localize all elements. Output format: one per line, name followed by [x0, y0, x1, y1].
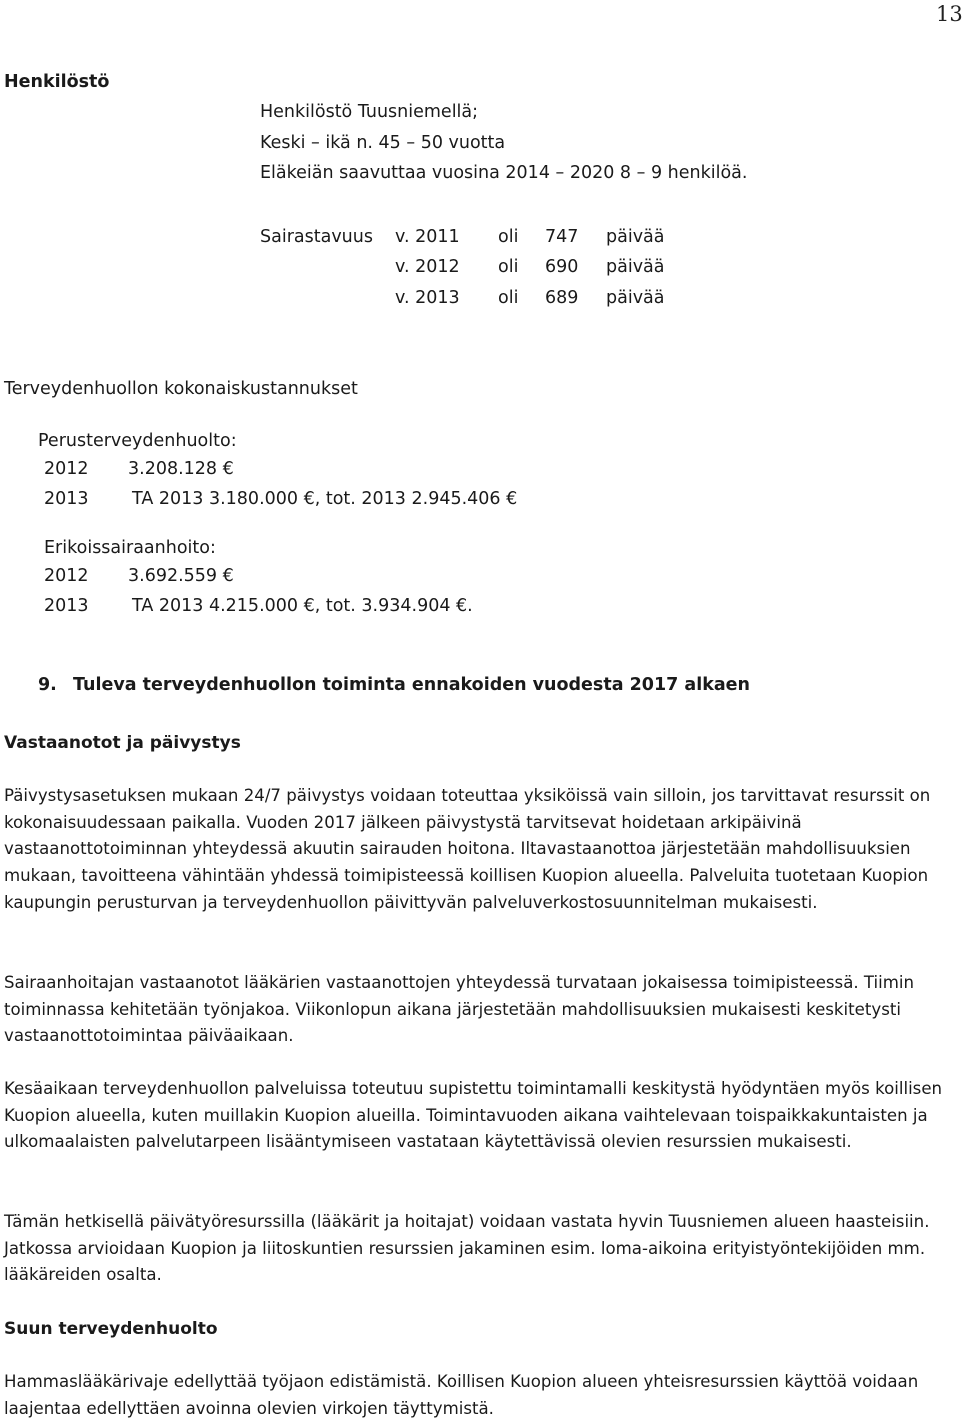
- cost-year: 2012: [44, 459, 89, 479]
- sick-days: 689: [545, 288, 579, 308]
- cost-year: 2013: [44, 596, 89, 616]
- staff-line: Henkilöstö Tuusniemellä;: [260, 102, 479, 122]
- paragraph: Päivystysasetuksen mukaan 24/7 päivystys voidaan toteuttaa yksiköissä vain silloin, jos tarvittavat resurssit on kokonaisuudessaan paikalla. Vuoden 2017 jälkeen päivystystä tarvitsevat hoidetaan arkipäivinä vastaanottotoiminnan yhteydessä akuutin sairauden hoitona. Iltavastaanottoa järjestetään mahdollisuuksien mukaan, tavoitteena vähintään yhdessä toimipisteessä koillisen Kuopion alueella. Palveluita tuotetaan Kuopion kaupungin perusturvan ja terveydenhuollon päivittyvän palveluverkostosuunnitelman mukaisesti.: [4, 786, 931, 912]
- cost-value: 3.692.559 €: [128, 566, 234, 586]
- sick-word: oli: [498, 288, 519, 308]
- suun-heading: Suun terveydenhuolto: [4, 1319, 218, 1339]
- basic-care-label: Perusterveydenhuolto:: [38, 431, 237, 451]
- sick-year: v. 2011: [395, 227, 460, 247]
- costs-heading: Terveydenhuollon kokonaiskustannukset: [4, 379, 358, 399]
- vastaanotot-heading: Vastaanotot ja päivystys: [4, 733, 241, 753]
- section-title: Tuleva terveydenhuollon toiminta ennakoiden vuodesta 2017 alkaen: [73, 675, 750, 695]
- cost-year: 2013: [44, 489, 89, 509]
- sick-year: v. 2013: [395, 288, 460, 308]
- sick-unit: päivää: [606, 227, 665, 247]
- cost-value: TA 2013 4.215.000 €, tot. 3.934.904 €.: [132, 596, 473, 616]
- section-number: 9.: [38, 675, 57, 695]
- sick-days: 690: [545, 257, 579, 277]
- paragraph: Sairaanhoitajan vastaanotot lääkärien vastaanottojen yhteydessä turvataan jokaisessa toimipisteessä. Tiimin toiminnassa kehitetään työnjakoa. Viikonlopun aikana järjestetään mahdollisuuksien mukaisesti keskitetysti vastaanottotoimintaa päiväaikaan.: [4, 973, 915, 1046]
- paragraph: Kesäaikaan terveydenhuollon palveluissa toteutuu supistettu toimintamalli keskitystä hyödyntäen myös koillisen Kuopion alueella, kuten muillakin Kuopion alueilla. Toimintavuoden aikana vaihtelevaan toispaikkakuntaisten ja ulkomaalaisten palvelutarpeen lisääntymiseen vastataan käytettävissä olevien resurssien mukaisesti.: [4, 1079, 943, 1152]
- special-care-label: Erikoissairaanhoito:: [44, 538, 216, 558]
- staff-line: Keski – ikä n. 45 – 50 vuotta: [260, 133, 506, 153]
- sick-year: v. 2012: [395, 257, 460, 277]
- staff-line: Eläkeiän saavuttaa vuosina 2014 – 2020 8 – 9 henkilöä.: [260, 163, 748, 183]
- cost-value: 3.208.128 €: [128, 459, 234, 479]
- sick-word: oli: [498, 257, 519, 277]
- sick-unit: päivää: [606, 257, 665, 277]
- sick-days: 747: [545, 227, 579, 247]
- sairastavuus-label: Sairastavuus: [260, 227, 373, 247]
- henkilosto-heading: Henkilöstö: [4, 72, 110, 92]
- cost-value: TA 2013 3.180.000 €, tot. 2013 2.945.406 €: [132, 489, 518, 509]
- cost-year: 2012: [44, 566, 89, 586]
- page-number: 13: [936, 2, 963, 26]
- sick-word: oli: [498, 227, 519, 247]
- paragraph: Hammaslääkärivaje edellyttää työjaon edistämistä. Koillisen Kuopion alueen yhteisresurssien käyttöä voidaan laajentaa edellyttäen avoinna olevien virkojen täyttymistä.: [4, 1372, 919, 1418]
- sick-unit: päivää: [606, 288, 665, 308]
- paragraph: Tämän hetkisellä päivätyöresurssilla (lääkärit ja hoitajat) voidaan vastata hyvin Tuusniemen alueen haasteisiin. Jatkossa arvioidaan Kuopion ja liitoskuntien resurssien jakaminen esim. loma-aikoina erityistyöntekijöiden mm. lääkäreiden osalta.: [4, 1212, 930, 1285]
